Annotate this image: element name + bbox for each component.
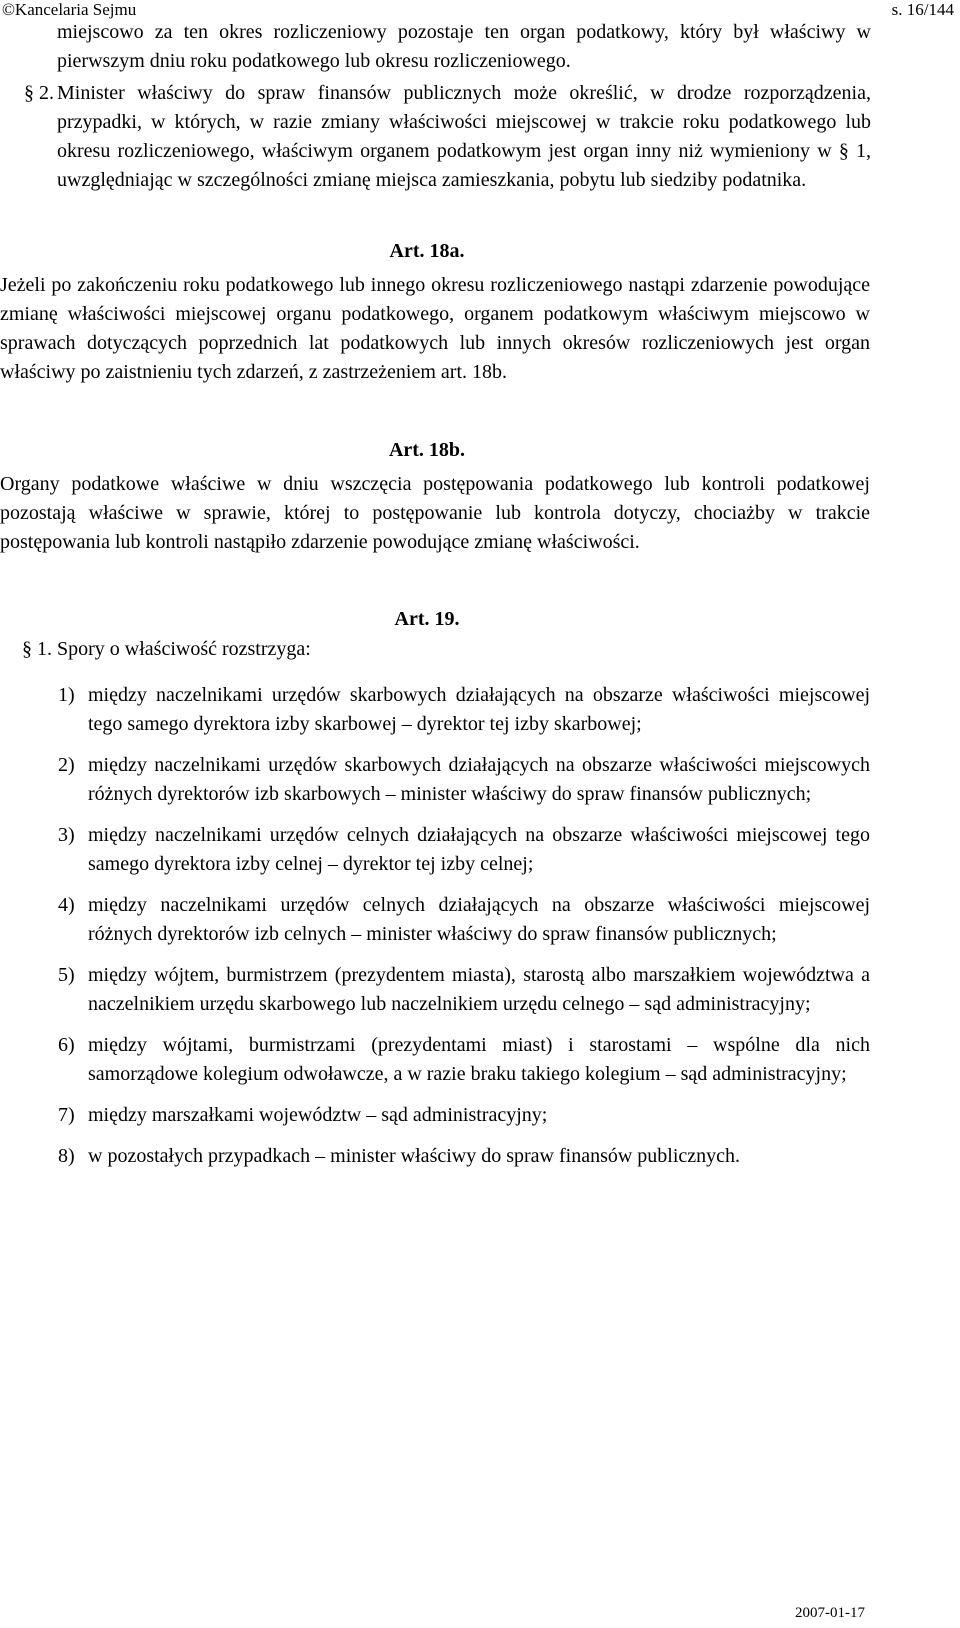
list-item <box>0 751 870 809</box>
list-item-number: 3) <box>58 824 75 846</box>
list-item-text: między wójtami, burmistrzami (prezydentami miast) i starostami – wspólne dla nich samorządowe kolegium odwoławcze, a w razie braku takiego kolegium – sąd administracyjny; <box>88 1034 870 1085</box>
list-item-number: 2) <box>58 754 75 776</box>
list-item-number: 6) <box>58 1034 75 1056</box>
section-2-text: Minister właściwy do spraw finansów publicznych może określić, w drodze rozporządzenia, przypadki, w których, w razie zmiany właściwości miejscowej w trakcie roku podatkowego lub okresu rozliczeniowego, właściwym organem podatkowym jest organ inny niż wymieniony w § 1, uwzględniając w szczególności zmianę miejsca zamieszkania, pobytu lub siedziby podatnika. <box>57 82 871 191</box>
list-item-text: między naczelnikami urzędów skarbowych działających na obszarze właściwości miejscowej tego samego dyrektora izby skarbowej – dyrektor tej izby skarbowej; <box>88 684 870 735</box>
art-19-title: Art. 19. <box>394 608 460 630</box>
header-publisher: ©Kancelaria Sejmu <box>2 0 137 19</box>
page-header <box>2 0 954 20</box>
section-2-marker: § 2. <box>24 82 54 104</box>
list-item-text: w pozostałych przypadkach – minister właściwy do spraw finansów publicznych. <box>88 1145 741 1167</box>
document-body <box>0 18 960 1183</box>
list-item-number: 8) <box>58 1145 75 1167</box>
art-18b-text: Organy podatkowe właściwe w dniu wszczęcia postępowania podatkowego lub kontroli podatkowej pozostają właściwe w sprawie, której to postępowanie lub kontrola dotyczy, chociażby w trakcie postępowania lub kontroli nastąpiło zdarzenie powodujące zmianę właściwości. <box>0 473 870 553</box>
list-item-text: między marszałkami województw – sąd administracyjny; <box>88 1104 548 1126</box>
list-item <box>0 961 870 1019</box>
list-item-number: 1) <box>58 684 75 706</box>
header-page-number: s. 16/144 <box>891 0 954 19</box>
list-item-number: 5) <box>58 964 75 986</box>
section-2 <box>0 79 871 195</box>
list-item <box>0 1142 870 1171</box>
list-item-text: między naczelnikami urzędów skarbowych działających na obszarze właściwości miejscowych różnych dyrektorów izb skarbowych – minister właściwy do spraw finansów publicznych; <box>88 754 870 805</box>
list-item-number: 4) <box>58 894 75 916</box>
list-item <box>0 1031 870 1089</box>
list-item <box>0 821 870 879</box>
art-18a-title: Art. 18a. <box>389 240 465 262</box>
art-18b-title: Art. 18b. <box>388 439 466 461</box>
list-item <box>0 891 870 949</box>
list-item-number: 7) <box>58 1104 75 1126</box>
intro-continuation: miejscowo za ten okres rozliczeniowy pozostaje ten organ podatkowy, który był właściwy w pierwszym dniu roku podatkowego lub okresu rozliczeniowego. <box>57 21 871 72</box>
footer-date: 2007-01-17 <box>795 1605 865 1621</box>
art-18a-text: Jeżeli po zakończeniu roku podatkowego lub innego okresu rozliczeniowego nastąpi zdarzenie powodujące zmianę właściwości miejscowej organu podatkowego, organem podatkowym właściwym miejscowo w sprawach dotyczących poprzednich lat podatkowych lub innych okresów rozliczeniowych jest organ właściwy po zaistnieniu tych zdarzeń, z zastrzeżeniem art. 18b. <box>0 274 870 383</box>
list-item <box>0 1101 870 1130</box>
art-19-section-1: § 1. Spory o właściwość rozstrzyga: <box>22 638 311 660</box>
list-item-text: między naczelnikami urzędów celnych działających na obszarze właściwości miejscowej tego samego dyrektora izby celnej – dyrektor tej izby celnej; <box>88 824 870 875</box>
art-19-list <box>0 681 960 1171</box>
list-item <box>0 681 870 739</box>
list-item-text: między wójtem, burmistrzem (prezydentem miasta), starostą albo marszałkiem województwa a naczelnikiem urzędu skarbowego lub naczelnikiem urzędu celnego – sąd administracyjny; <box>88 964 870 1015</box>
list-item-text: między naczelnikami urzędów celnych działających na obszarze właściwości miejscowej różnych dyrektorów izb celnych – minister właściwy do spraw finansów publicznych; <box>88 894 870 945</box>
